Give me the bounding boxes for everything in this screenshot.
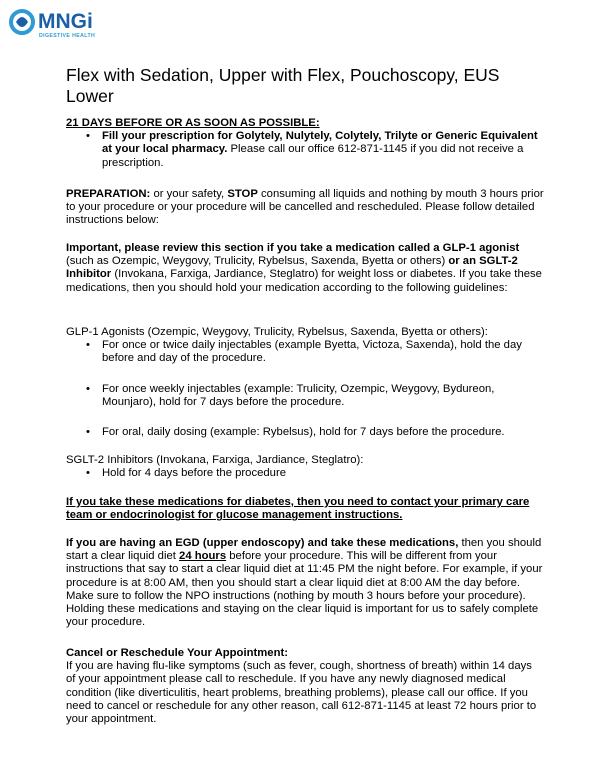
list-item: • For once or twice daily injectables (example Byetta, Victoza, Saxenda), hold the day before and day of the procedure. xyxy=(102,339,544,365)
preparation-stop: STOP xyxy=(227,188,258,200)
important-text-1: (such as Ozempic, Weygovy, Trulicity, Rybelsus, Saxenda, Byetta or others) xyxy=(66,255,449,268)
preparation-text-2: consuming all liquids and nothing by mouth 3 hours prior to your procedure or your procedure will be cancelled and rescheduled. Please follow detailed instructions below: xyxy=(66,188,544,227)
sglt2-section xyxy=(66,454,544,480)
glp1-section xyxy=(66,326,544,439)
diabetes-note-text: If you take these medications for diabetes, then you need to contact your primary care team or endocrinologist for glucose management instructions. xyxy=(66,496,530,522)
cancel-text: If you are having flu-like symptoms (such as fever, cough, shortness of breath) within 14 days of your appointment please call to reschedule. If you have any newly diagnosed medical condition (like diverticulitis, heart problems, breathing problems), please call our office. If you need to cancel or reschedule for any other reason, call 612-871-1145 at least 72 hours prior to your appointment. xyxy=(66,660,537,726)
egd-hours: 24 hours xyxy=(179,550,227,563)
important-text-2: (Invokana, Farxiga, Jardiance, Steglatro) for weight loss or diabetes. If you take these medications, then you should hold your medication according to the following guidelines: xyxy=(66,268,542,294)
sglt2-list xyxy=(66,467,544,480)
preparation-label: PREPARATION: xyxy=(66,188,151,200)
prescription-rest: Please call our office 612-871-1145 if you did not receive a prescription. xyxy=(102,143,524,169)
diabetes-note xyxy=(66,496,544,522)
logo-wordmark: MNGi xyxy=(38,10,93,33)
glp1-list xyxy=(66,339,544,439)
preparation-text-1: or your safety, xyxy=(150,188,228,200)
cancel-section xyxy=(66,647,544,726)
egd-text-1: then you should start a clear liquid diet xyxy=(66,537,542,563)
section-21-days xyxy=(66,117,544,170)
mngi-logo-graphic xyxy=(8,6,138,40)
cancel-heading: Cancel or Reschedule Your Appointment: xyxy=(66,647,288,659)
glp1-heading: GLP-1 Agonists (Ozempic, Weygovy, Trulicity, Rybelsus, Saxenda, Byetta or others): xyxy=(66,326,488,338)
important-bold-2: or an SGLT-2 Inhibitor xyxy=(66,255,518,281)
list-item: • For once weekly injectables (example: Trulicity, Ozempic, Weygovy, Bydureon, Mounjaro), hold for 7 days before the procedure. xyxy=(102,383,544,409)
section-21-days-list xyxy=(66,130,544,170)
egd-text-2: before your procedure. This will be different from your instructions that say to start a clear liquid diet at 11:45 PM the night before. For example, if your procedure is at 8:00 AM, then you should start a clear liquid diet at 8:00 AM the day before. Make sure to follow the NPO instructions (nothing by mouth 3 hours before your procedure). Holding these medications and staying on the clear liquid is important for us to safely complete your procedure. xyxy=(66,550,543,629)
important-bold-1: Important, please review this section if you take a medication called a GLP-1 agonist xyxy=(66,242,520,254)
preparation-paragraph xyxy=(66,188,544,228)
list-item: • For oral, daily dosing (example: Rybelsus), hold for 7 days before the procedure. xyxy=(102,426,544,439)
logo-tagline: DIGESTIVE HEALTH xyxy=(39,33,96,39)
mngi-logo xyxy=(8,6,138,40)
egd-bold: If you are having an EGD (upper endoscopy) and take these medications, xyxy=(66,537,459,549)
prescription-bold: Fill your prescription for Golytely, Nulytely, Colytely, Trilyte or Generic Equivalent at your local pharmacy. xyxy=(102,130,538,156)
page-title: Flex with Sedation, Upper with Flex, Pouchoscopy, EUS Lower xyxy=(66,65,500,106)
section-21-days-heading: 21 DAYS BEFORE OR AS SOON AS POSSIBLE: xyxy=(66,117,320,129)
sglt2-heading: SGLT-2 Inhibitors (Invokana, Farxiga, Jardiance, Steglatro): xyxy=(66,454,364,466)
important-paragraph xyxy=(66,242,544,295)
list-item: • Hold for 4 days before the procedure xyxy=(102,467,544,480)
egd-paragraph xyxy=(66,537,544,629)
list-item xyxy=(102,130,544,170)
